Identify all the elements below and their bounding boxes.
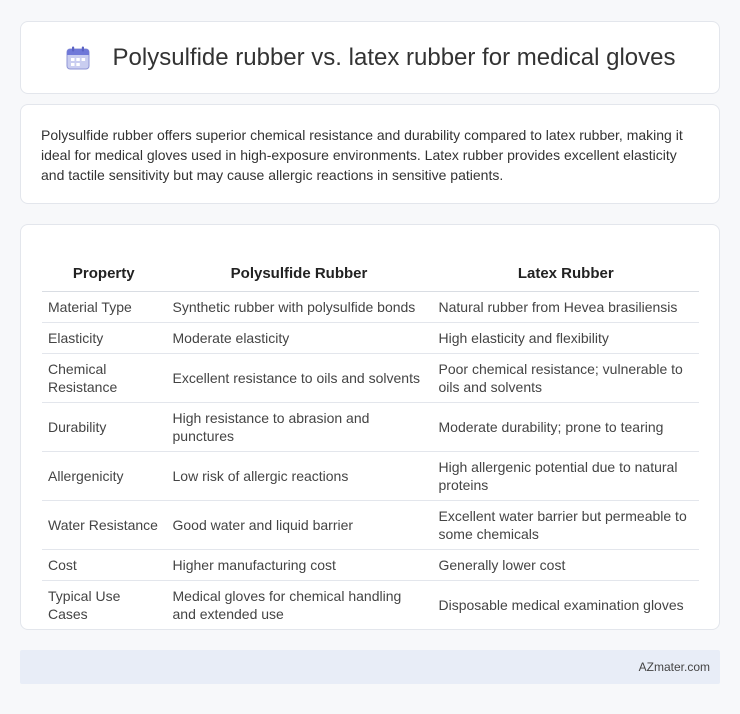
polysulfide-cell: Higher manufacturing cost	[166, 549, 432, 580]
summary-text: Polysulfide rubber offers superior chemical resistance and durability compared to latex rubber, making it ideal for medical gloves used in high-exposure environments. Latex rubber provides excellent elasticity and tactile sensitivity but may cause allergic reactions in sensitive patients.	[41, 127, 683, 183]
property-cell: Durability	[42, 402, 166, 451]
summary-card	[20, 104, 720, 204]
latex-cell: Natural rubber from Hevea brasiliensis	[432, 291, 699, 322]
polysulfide-cell: Medical gloves for chemical handling and extended use	[166, 580, 432, 629]
table-row	[42, 402, 699, 451]
calendar-icon	[65, 45, 91, 71]
property-cell: Typical Use Cases	[42, 580, 166, 629]
property-cell: Allergenicity	[42, 451, 166, 500]
latex-cell: Moderate durability; prone to tearing	[432, 402, 699, 451]
property-cell: Material Type	[42, 291, 166, 322]
latex-cell: Excellent water barrier but permeable to some chemicals	[432, 500, 699, 549]
property-cell: Cost	[42, 549, 166, 580]
column-header-polysulfide: Polysulfide Rubber	[166, 247, 432, 291]
polysulfide-cell: Excellent resistance to oils and solvents	[166, 353, 432, 402]
table-row	[42, 322, 699, 353]
comparison-table-card	[20, 224, 720, 630]
polysulfide-cell: Moderate elasticity	[166, 322, 432, 353]
column-header-latex: Latex Rubber	[432, 247, 699, 291]
property-cell: Elasticity	[42, 322, 166, 353]
polysulfide-cell: Synthetic rubber with polysulfide bonds	[166, 291, 432, 322]
polysulfide-cell: High resistance to abrasion and punctures	[166, 402, 432, 451]
table-row	[42, 500, 699, 549]
table-row	[42, 580, 699, 629]
column-header-property: Property	[42, 247, 166, 291]
latex-cell: High allergenic potential due to natural proteins	[432, 451, 699, 500]
comparison-table	[42, 247, 699, 630]
polysulfide-cell: Good water and liquid barrier	[166, 500, 432, 549]
title-wrap	[65, 44, 676, 72]
latex-cell: Poor chemical resistance; vulnerable to oils and solvents	[432, 353, 699, 402]
table-row	[42, 451, 699, 500]
latex-cell: Disposable medical examination gloves	[432, 580, 699, 629]
table-row	[42, 291, 699, 322]
latex-cell: High elasticity and flexibility	[432, 322, 699, 353]
property-cell: Chemical Resistance	[42, 353, 166, 402]
page-title: Polysulfide rubber vs. latex rubber for medical gloves	[112, 43, 676, 71]
title-card	[20, 21, 720, 94]
table-row	[42, 353, 699, 402]
table-header-row	[42, 247, 699, 291]
table-row	[42, 549, 699, 580]
polysulfide-cell: Low risk of allergic reactions	[166, 451, 432, 500]
footer-site-link[interactable]: AZmater.com	[638, 660, 710, 674]
property-cell: Water Resistance	[42, 500, 166, 549]
footer	[20, 650, 720, 684]
latex-cell: Generally lower cost	[432, 549, 699, 580]
